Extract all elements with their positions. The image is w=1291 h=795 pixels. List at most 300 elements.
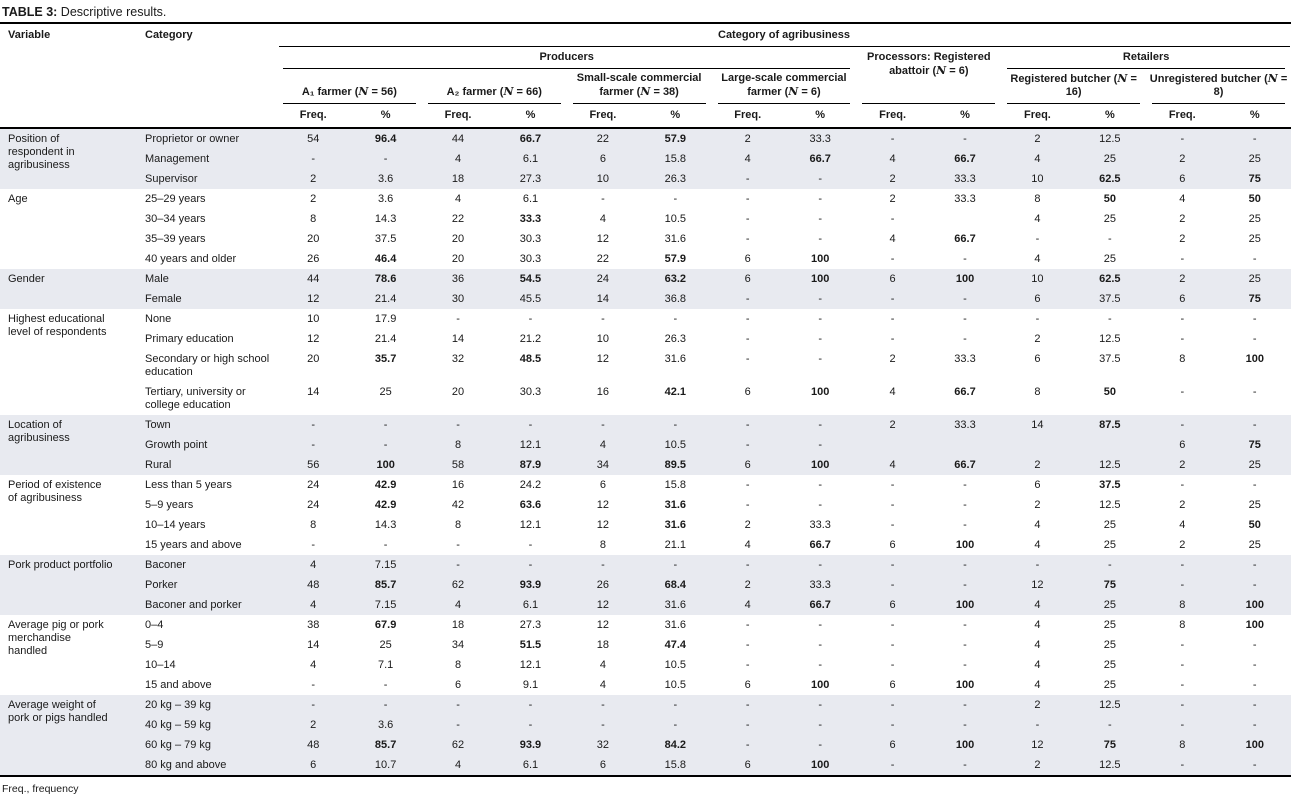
- freq-cell: 32: [451, 353, 465, 365]
- freq-cell: 4: [712, 149, 784, 169]
- freq-cell: 10: [567, 169, 639, 189]
- column-header-category: Category: [117, 24, 277, 128]
- pct-cell: -: [818, 233, 822, 245]
- pct-cell: -: [494, 415, 566, 435]
- freq-column-header: Freq.: [567, 105, 639, 128]
- freq-cell: 2: [889, 193, 896, 205]
- pct-cell: -: [963, 639, 967, 651]
- pct-cell: 75: [1074, 575, 1146, 595]
- freq-cell: 8: [454, 659, 462, 671]
- variable-cell: Location of agribusiness: [0, 415, 117, 475]
- pct-cell: -: [784, 415, 856, 435]
- freq-cell: 4: [856, 455, 928, 475]
- pct-cell: 37.5: [1099, 479, 1121, 491]
- freq-cell: -: [422, 415, 494, 435]
- freq-cell: 4: [1034, 213, 1041, 225]
- freq-cell: 62: [422, 735, 494, 755]
- pct-cell: 21.4: [374, 333, 397, 345]
- category-cell: Management: [117, 149, 277, 169]
- table-row: [0, 655, 1291, 675]
- freq-cell: -: [1146, 755, 1218, 776]
- pct-cell: -: [784, 715, 856, 735]
- pct-cell: -: [1252, 313, 1257, 325]
- category-cell: Tertiary, university or college education: [145, 386, 246, 411]
- freq-cell: 8: [422, 435, 494, 455]
- n-symbol: N: [503, 85, 514, 98]
- subgroup-header-unregistered-butcher: Unregistered butcher (N = 8): [1146, 70, 1291, 105]
- freq-cell: -: [890, 499, 895, 511]
- freq-cell: 16: [451, 479, 465, 491]
- table-row: [0, 382, 1291, 415]
- pct-cell: 87.9: [494, 455, 566, 475]
- table-row: [0, 535, 1291, 555]
- freq-cell: 24: [307, 499, 320, 511]
- freq-cell: 8: [310, 213, 317, 225]
- pct-cell: 25: [1103, 213, 1116, 225]
- pct-cell: -: [383, 679, 388, 691]
- pct-cell: 25: [379, 386, 392, 398]
- freq-cell: 4: [1001, 595, 1073, 615]
- freq-cell: 8: [1034, 386, 1041, 398]
- pct-cell: 57.9: [664, 253, 687, 265]
- freq-cell: 22: [567, 128, 639, 149]
- pct-cell: 14.3: [374, 213, 397, 225]
- category-cell: 35–39 years: [145, 233, 206, 245]
- category-cell: 5–9 years: [145, 499, 194, 511]
- n-symbol: N: [1117, 72, 1128, 85]
- pct-cell: 37.5: [1099, 353, 1121, 365]
- freq-cell: 4: [310, 659, 317, 671]
- freq-cell: 12: [567, 595, 639, 615]
- pct-cell: -: [784, 735, 856, 755]
- pct-cell: 50: [1103, 386, 1116, 398]
- pct-cell: 25: [1103, 639, 1116, 651]
- pct-cell: -: [929, 575, 1001, 595]
- subgroup-header-a-farmer: A₂ farmer (N = 66): [422, 70, 567, 105]
- pct-cell: 75: [1218, 169, 1291, 189]
- freq-cell: 4: [422, 755, 494, 776]
- freq-cell: 4: [1034, 619, 1041, 631]
- freq-cell: 8: [1146, 735, 1218, 755]
- pct-cell: -: [818, 213, 822, 225]
- freq-cell: 2: [744, 519, 751, 531]
- freq-cell: -: [712, 735, 784, 755]
- pct-cell: 25: [1248, 539, 1261, 551]
- subgroup-header-a-farmer: A₁ farmer (N = 56): [277, 70, 422, 105]
- freq-cell: 20: [307, 353, 320, 365]
- column-header-variable: Variable: [0, 24, 117, 128]
- freq-cell: 6: [744, 679, 751, 691]
- freq-cell: 10: [1001, 269, 1073, 289]
- pct-cell: 66.7: [784, 595, 856, 615]
- freq-cell: -: [456, 313, 460, 325]
- pct-cell: 31.6: [664, 519, 687, 531]
- group-header-producers: Producers: [277, 48, 856, 70]
- freq-cell: 6: [712, 455, 784, 475]
- pct-cell: -: [349, 695, 421, 715]
- category-cell: Less than 5 years: [145, 479, 232, 491]
- pct-cell: 37.5: [1074, 289, 1146, 309]
- pct-cell: 100: [929, 595, 1001, 615]
- category-cell: 5–9: [145, 639, 164, 651]
- freq-cell: 2: [856, 415, 928, 435]
- pct-cell: 96.4: [349, 128, 421, 149]
- freq-cell: -: [745, 499, 750, 511]
- freq-cell: -: [567, 695, 639, 715]
- pct-cell: 100: [1218, 595, 1291, 615]
- pct-cell: 75: [1074, 735, 1146, 755]
- pct-cell: -: [818, 659, 822, 671]
- table-row: [0, 229, 1291, 249]
- table-row: [0, 475, 1291, 495]
- variable-cell: Age: [8, 193, 28, 205]
- pct-cell: 100: [810, 386, 830, 398]
- pct-cell: -: [929, 755, 1001, 776]
- freq-cell: 6: [889, 679, 896, 691]
- pct-cell: 50: [1248, 193, 1261, 205]
- freq-cell: -: [1180, 639, 1185, 651]
- pct-cell: 62.5: [1074, 269, 1146, 289]
- pct-cell: 30.3: [519, 253, 542, 265]
- pct-cell: 93.9: [494, 575, 566, 595]
- pct-cell: -: [1218, 695, 1291, 715]
- pct-cell: 25: [1248, 499, 1261, 511]
- pct-cell: -: [963, 479, 967, 491]
- freq-cell: -: [712, 555, 784, 575]
- pct-cell: 89.5: [639, 455, 711, 475]
- pct-cell: 6.1: [494, 755, 566, 776]
- freq-cell: -: [1146, 415, 1218, 435]
- pct-cell: 21.1: [664, 539, 687, 551]
- freq-cell: 4: [599, 659, 606, 671]
- pct-cell: 42.9: [374, 499, 397, 511]
- freq-cell: 12: [596, 619, 610, 631]
- freq-column-header: Freq.: [712, 105, 784, 128]
- freq-cell: -: [422, 695, 494, 715]
- pct-cell: 12.5: [1099, 333, 1121, 345]
- freq-column-header: Freq.: [856, 105, 928, 128]
- freq-cell: -: [712, 415, 784, 435]
- pct-cell: 75: [1218, 435, 1291, 455]
- n-symbol: N: [788, 85, 799, 98]
- freq-cell: 2: [856, 169, 928, 189]
- pct-cell: -: [494, 695, 566, 715]
- pct-cell: 12.5: [1074, 128, 1146, 149]
- table-row: [0, 149, 1291, 169]
- pct-cell: 12.5: [1074, 455, 1146, 475]
- freq-cell: -: [745, 619, 750, 631]
- table-row: [0, 309, 1291, 329]
- pct-cell: -: [784, 289, 856, 309]
- freq-cell: -: [890, 479, 895, 491]
- subgroup-header-small-scale-commercial-farmer: Small-scale commercial farmer (N = 38): [567, 70, 712, 105]
- pct-cell: -: [673, 313, 678, 325]
- pct-cell: 7.1: [377, 659, 394, 671]
- freq-cell: 48: [277, 575, 349, 595]
- freq-cell: -: [601, 313, 605, 325]
- freq-cell: 4: [1034, 253, 1041, 265]
- pct-cell: 100: [1218, 735, 1291, 755]
- freq-cell: 58: [422, 455, 494, 475]
- pct-cell: 75: [1218, 289, 1291, 309]
- pct-cell: 27.3: [494, 169, 566, 189]
- pct-cell: 78.6: [349, 269, 421, 289]
- pct-cell: 100: [1245, 619, 1264, 631]
- pct-cell: 25: [1248, 213, 1261, 225]
- pct-cell: 50: [1248, 519, 1261, 531]
- freq-cell: [856, 435, 928, 455]
- column-header-agribusiness: Category of agribusiness: [277, 24, 1291, 48]
- pct-cell: [1074, 435, 1146, 455]
- freq-cell: -: [856, 755, 928, 776]
- pct-cell: 31.6: [664, 619, 687, 631]
- category-cell: 15 and above: [145, 679, 212, 691]
- freq-cell: -: [890, 659, 895, 671]
- freq-cell: -: [277, 415, 349, 435]
- pct-cell: 10.5: [664, 659, 687, 671]
- freq-cell: -: [712, 695, 784, 715]
- freq-cell: -: [712, 289, 784, 309]
- pct-cell: 66.7: [929, 455, 1001, 475]
- pct-cell: -: [929, 555, 1001, 575]
- freq-cell: 24: [567, 269, 639, 289]
- category-cell: Town: [117, 415, 277, 435]
- freq-cell: 4: [599, 213, 606, 225]
- freq-cell: 6: [856, 595, 928, 615]
- pct-cell: -: [963, 659, 967, 671]
- category-cell: Female: [117, 289, 277, 309]
- freq-cell: 4: [422, 149, 494, 169]
- pct-cell: 84.2: [639, 735, 711, 755]
- pct-cell: -: [929, 128, 1001, 149]
- pct-cell: 25: [1103, 253, 1116, 265]
- table-row: [0, 249, 1291, 269]
- pct-cell: 25: [1218, 269, 1291, 289]
- pct-cell: 68.4: [639, 575, 711, 595]
- pct-cell: 12.1: [494, 435, 566, 455]
- n-symbol: N: [358, 85, 369, 98]
- freq-cell: 2: [712, 128, 784, 149]
- freq-cell: -: [890, 619, 895, 631]
- pct-cell: 85.7: [349, 575, 421, 595]
- pct-cell: 100: [810, 253, 830, 265]
- freq-cell: 12: [277, 289, 349, 309]
- group-header-retailers: Retailers: [1001, 48, 1291, 70]
- pct-cell: -: [818, 639, 822, 651]
- freq-cell: 16: [596, 386, 610, 398]
- category-cell: 80 kg and above: [117, 755, 277, 776]
- category-cell: Baconer: [117, 555, 277, 575]
- table-row: [0, 289, 1291, 309]
- table-row: [0, 675, 1291, 695]
- freq-cell: -: [856, 575, 928, 595]
- pct-cell: -: [1252, 679, 1257, 691]
- pct-cell: 25: [1103, 659, 1116, 671]
- pct-cell: 48.5: [519, 353, 542, 365]
- freq-cell: 4: [1034, 639, 1041, 651]
- freq-cell: 12: [596, 353, 610, 365]
- freq-cell: 12: [307, 333, 320, 345]
- pct-cell: 46.4: [374, 253, 397, 265]
- freq-cell: 10: [307, 313, 320, 325]
- freq-cell: -: [1001, 555, 1073, 575]
- pct-cell: -: [528, 539, 533, 551]
- pct-cell: 85.7: [349, 735, 421, 755]
- pct-cell: 25: [1074, 149, 1146, 169]
- n-symbol: N: [1267, 72, 1278, 85]
- pct-cell: 21.2: [519, 333, 542, 345]
- category-cell: 25–29 years: [145, 193, 206, 205]
- freq-cell: -: [745, 213, 750, 225]
- pct-cell: 33.3: [784, 128, 856, 149]
- freq-cell: 14: [567, 289, 639, 309]
- pct-cell: 15.8: [664, 479, 687, 491]
- category-cell: Male: [117, 269, 277, 289]
- freq-column-header: Freq.: [277, 105, 349, 128]
- pct-cell: 42.9: [374, 479, 397, 491]
- pct-column-header: %: [639, 105, 711, 128]
- freq-cell: -: [1035, 313, 1040, 325]
- pct-cell: 15.8: [639, 149, 711, 169]
- pct-cell: 17.9: [374, 313, 397, 325]
- freq-cell: -: [1180, 253, 1185, 265]
- pct-cell: 66.7: [929, 149, 1001, 169]
- pct-cell: 25: [1103, 519, 1116, 531]
- pct-cell: -: [1074, 555, 1146, 575]
- pct-cell: 10.5: [639, 435, 711, 455]
- freq-cell: -: [745, 479, 750, 491]
- freq-cell: -: [1180, 386, 1185, 398]
- table-row: [0, 495, 1291, 515]
- freq-cell: -: [567, 715, 639, 735]
- freq-cell: 2: [1179, 213, 1186, 225]
- freq-cell: -: [856, 715, 928, 735]
- freq-cell: -: [890, 519, 895, 531]
- freq-cell: 6: [744, 386, 751, 398]
- freq-cell: 48: [277, 735, 349, 755]
- pct-cell: 12.1: [519, 519, 542, 531]
- freq-cell: -: [422, 555, 494, 575]
- freq-cell: -: [1001, 715, 1073, 735]
- table-row: [0, 695, 1291, 715]
- pct-cell: 50: [1103, 193, 1116, 205]
- pct-cell: 10.7: [349, 755, 421, 776]
- freq-cell: 56: [277, 455, 349, 475]
- freq-cell: -: [277, 695, 349, 715]
- freq-cell: -: [745, 353, 750, 365]
- n-symbol: N: [936, 64, 947, 77]
- table-caption-label: TABLE 3:: [2, 5, 58, 19]
- pct-cell: -: [349, 435, 421, 455]
- pct-cell: 25: [1103, 539, 1116, 551]
- variable-cell: Average pig or pork merchandise handled: [8, 619, 104, 657]
- freq-cell: -: [1180, 333, 1185, 345]
- pct-cell: 27.3: [519, 619, 542, 631]
- pct-cell: 33.3: [809, 519, 831, 531]
- variable-cell: Highest educational level of respondents: [8, 313, 107, 338]
- freq-cell: 62: [422, 575, 494, 595]
- freq-cell: 54: [277, 128, 349, 149]
- pct-cell: [929, 435, 1001, 455]
- freq-cell: 4: [712, 595, 784, 615]
- freq-cell: 6: [277, 755, 349, 776]
- freq-cell: 4: [1034, 679, 1041, 691]
- pct-cell: 10.5: [664, 679, 687, 691]
- freq-cell: -: [856, 555, 928, 575]
- freq-cell: -: [567, 415, 639, 435]
- freq-cell: 20: [451, 386, 465, 398]
- pct-cell: -: [818, 333, 822, 345]
- freq-cell: 2: [1179, 499, 1186, 511]
- pct-cell: -: [1252, 639, 1257, 651]
- pct-cell: -: [349, 415, 421, 435]
- pct-cell: -: [494, 555, 566, 575]
- freq-cell: 4: [277, 555, 349, 575]
- freq-cell: 14: [307, 386, 320, 398]
- category-cell: 40 years and older: [145, 253, 237, 265]
- freq-cell: 4: [744, 539, 751, 551]
- pct-cell: 33.3: [929, 415, 1001, 435]
- freq-column-header: Freq.: [422, 105, 494, 128]
- freq-cell: 22: [596, 253, 610, 265]
- pct-cell: 3.6: [349, 169, 421, 189]
- pct-cell: 10.5: [664, 213, 687, 225]
- table-row: [0, 269, 1291, 289]
- pct-column-header: %: [349, 105, 421, 128]
- table-row: [0, 329, 1291, 349]
- pct-cell: -: [818, 619, 822, 631]
- freq-cell: 24: [307, 479, 320, 491]
- freq-cell: -: [890, 253, 895, 265]
- table-row: [0, 435, 1291, 455]
- freq-cell: 4: [277, 595, 349, 615]
- freq-cell: 12: [596, 519, 610, 531]
- category-cell: 15 years and above: [145, 539, 242, 551]
- freq-cell: 8: [310, 519, 317, 531]
- table-footnote: Freq., frequency: [2, 783, 79, 795]
- pct-cell: -: [818, 499, 822, 511]
- freq-cell: 14: [1001, 415, 1073, 435]
- variable-cell: Position of respondent in agribusiness: [0, 128, 117, 189]
- pct-cell: -: [1252, 253, 1257, 265]
- pct-cell: 66.7: [954, 233, 976, 245]
- freq-cell: -: [856, 695, 928, 715]
- freq-cell: 2: [1001, 755, 1073, 776]
- pct-cell: 100: [349, 455, 421, 475]
- pct-cell: -: [639, 415, 711, 435]
- freq-cell: -: [456, 539, 460, 551]
- freq-cell: 6: [1034, 479, 1041, 491]
- freq-cell: -: [1146, 128, 1218, 149]
- pct-cell: -: [963, 253, 967, 265]
- freq-cell: 14: [307, 639, 320, 651]
- pct-cell: 37.5: [374, 233, 397, 245]
- pct-cell: -: [1218, 555, 1291, 575]
- header-row: [0, 24, 1291, 48]
- pct-cell: 100: [784, 269, 856, 289]
- freq-cell: 2: [889, 353, 896, 365]
- freq-cell: -: [856, 128, 928, 149]
- freq-cell: 4: [1034, 519, 1041, 531]
- freq-cell: -: [890, 639, 895, 651]
- pct-cell: -: [963, 333, 967, 345]
- pct-cell: 12.5: [1099, 499, 1121, 511]
- table-row: [0, 735, 1291, 755]
- pct-cell: 67.9: [374, 619, 397, 631]
- freq-cell: 6: [744, 253, 751, 265]
- pct-cell: 9.1: [522, 679, 539, 691]
- pct-cell: -: [494, 715, 566, 735]
